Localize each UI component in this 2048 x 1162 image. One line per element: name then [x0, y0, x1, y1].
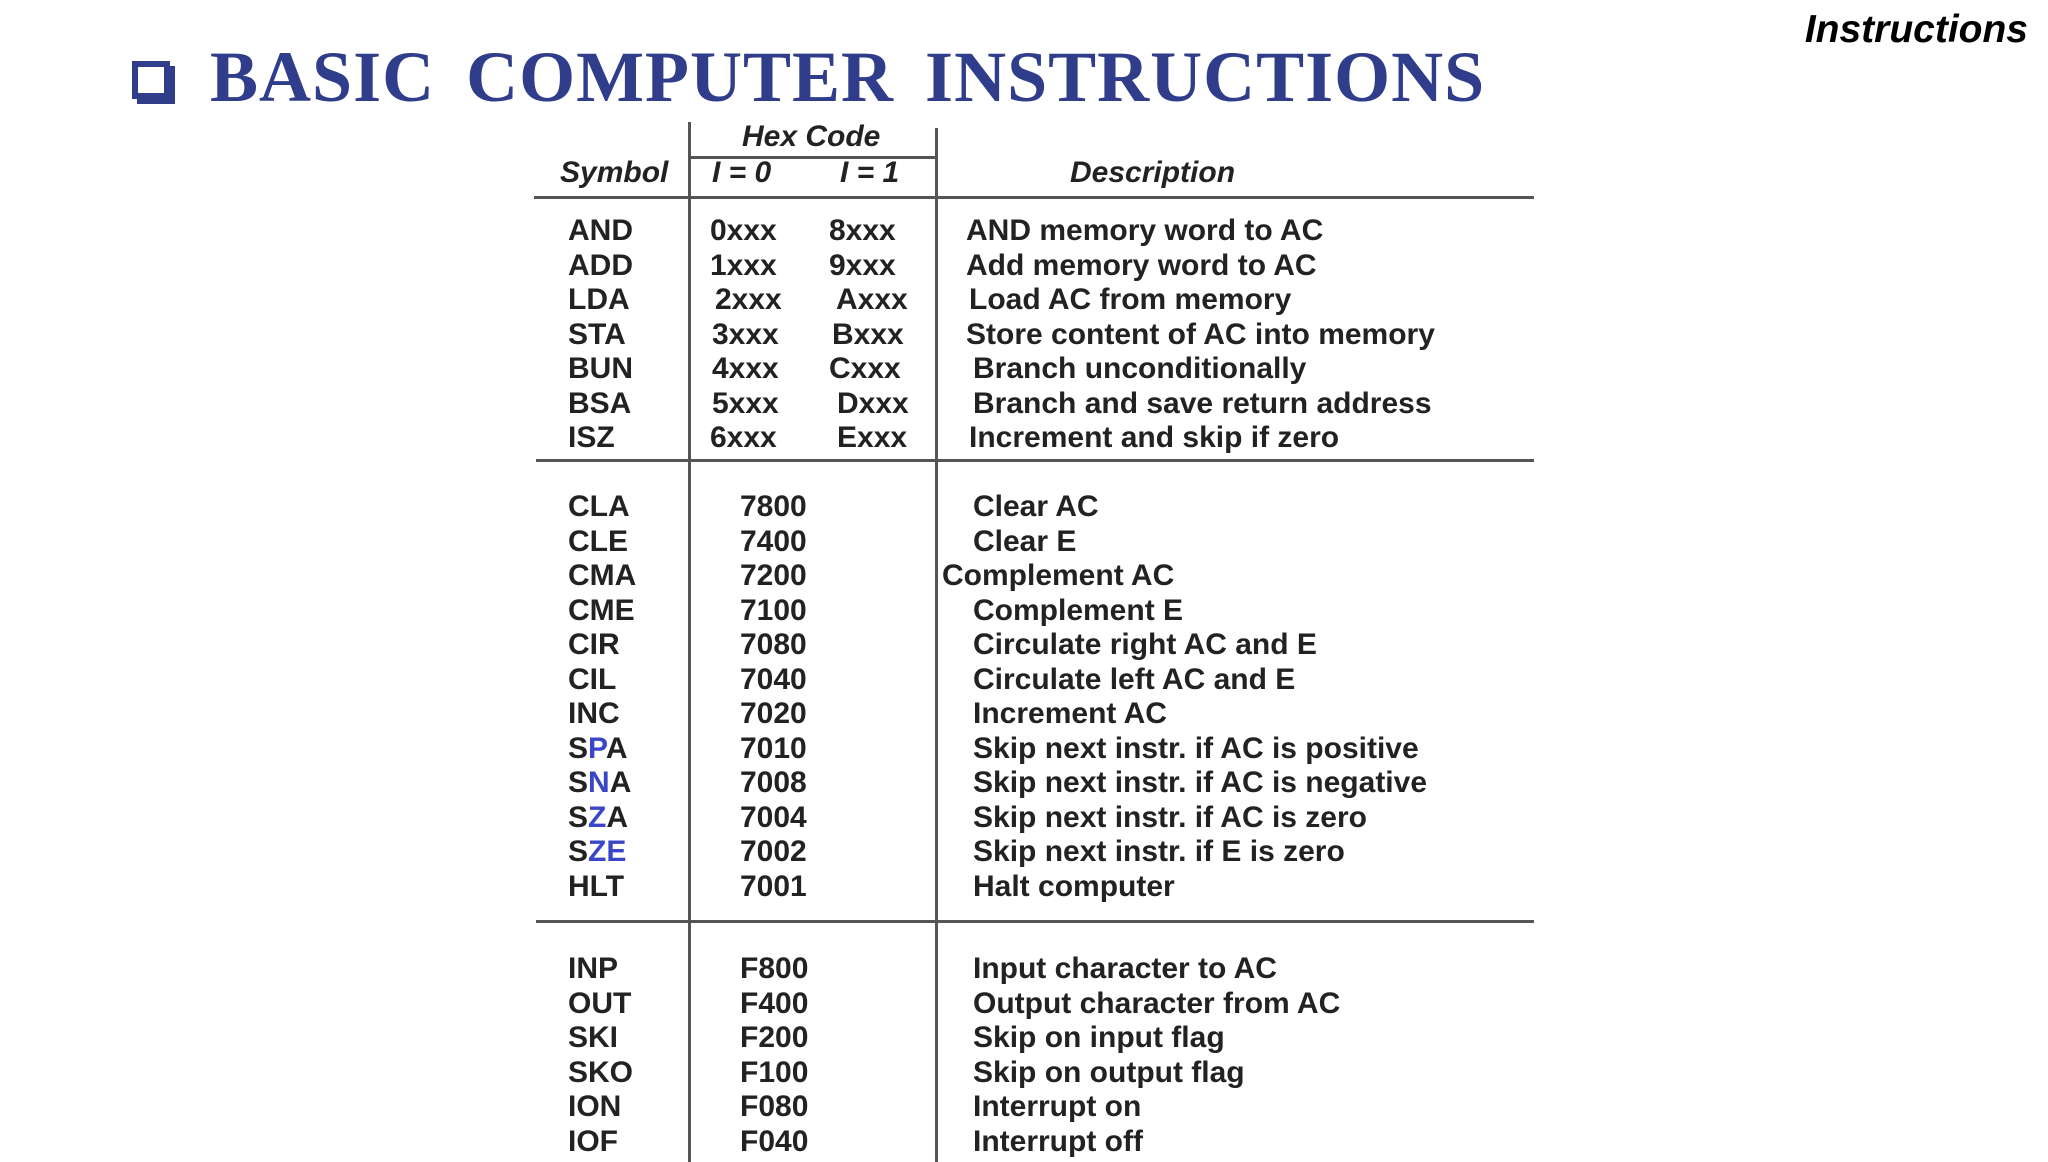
description-cell: Interrupt on: [973, 1090, 1142, 1123]
description-cell: Output character from AC: [973, 986, 1341, 1020]
description-cell: Clear AC: [973, 490, 1099, 523]
header-symbol: Symbol: [560, 156, 669, 189]
description-cell: Halt computer: [973, 869, 1175, 903]
symbol-cell: CLE: [568, 524, 628, 558]
table-row: [534, 1125, 1534, 1160]
table-row: [534, 835, 1534, 870]
symbol-cell: BUN: [568, 352, 633, 385]
hex-code-cell: 7010: [740, 731, 807, 765]
hex-code-cell: 7040: [740, 662, 807, 696]
table-row: [534, 1021, 1534, 1056]
header-i1: I = 1: [840, 156, 900, 189]
hex-code-cell: 7080: [740, 628, 807, 661]
hex-code-cell: F080: [740, 1090, 809, 1123]
symbol-cell: ADD: [568, 248, 633, 282]
table-row: [534, 766, 1534, 801]
description-cell: Branch unconditionally: [973, 352, 1307, 385]
table-row: [534, 801, 1534, 836]
hex-i1-cell: Bxxx: [832, 317, 904, 351]
hex-code-cell: 7800: [740, 490, 807, 523]
header-description: Description: [1070, 156, 1236, 189]
header-hex-code: Hex Code: [742, 120, 881, 153]
slide-title-row: [132, 36, 1485, 119]
description-cell: Load AC from memory: [969, 283, 1292, 316]
table-row: [534, 525, 1534, 560]
description-cell: Increment AC: [973, 697, 1167, 730]
description-cell: Circulate left AC and E: [973, 662, 1296, 696]
table-row: [534, 870, 1534, 905]
table-row: [534, 628, 1534, 663]
hex-i1-cell: Cxxx: [829, 352, 901, 385]
hex-i0-cell: 2xxx: [715, 283, 782, 316]
hex-i0-cell: 5xxx: [712, 386, 779, 420]
hex-code-cell: 7100: [740, 593, 807, 627]
hex-i0-cell: 0xxx: [710, 214, 777, 247]
hex-i0-cell: 6xxx: [710, 421, 777, 454]
table-row: [534, 952, 1534, 987]
symbol-cell: STA: [568, 317, 626, 351]
description-cell: Skip on output flag: [973, 1055, 1245, 1089]
io-section: [534, 952, 1534, 1159]
description-cell: Skip next instr. if AC is negative: [973, 766, 1428, 799]
hex-code-cell: 7002: [740, 835, 807, 868]
header-i0: I = 0: [712, 156, 772, 189]
divider-memory-register: [536, 459, 1534, 462]
symbol-cell: ISZ: [568, 421, 615, 454]
description-cell: AND memory word to AC: [966, 214, 1324, 247]
symbol-cell: CME: [568, 593, 635, 627]
symbol-cell: ION: [568, 1090, 622, 1123]
description-cell: Complement AC: [942, 559, 1175, 592]
hex-i1-cell: Exxx: [837, 421, 908, 454]
hex-code-cell: F800: [740, 952, 809, 985]
hex-code-cell: 7400: [740, 524, 807, 558]
symbol-cell: SKI: [568, 1021, 619, 1054]
description-cell: Circulate right AC and E: [973, 628, 1317, 661]
symbol-cell: CMA: [568, 559, 637, 592]
instruction-table: [534, 120, 1534, 1158]
memory-reference-section: [534, 214, 1534, 456]
symbol-cell: IOF: [568, 1124, 618, 1158]
table-row: [534, 421, 1534, 456]
table-row: [534, 594, 1534, 629]
symbol-cell: SPA: [568, 731, 628, 765]
description-cell: Branch and save return address: [973, 386, 1432, 420]
hex-i0-cell: 3xxx: [712, 317, 779, 351]
description-cell: Input character to AC: [973, 952, 1277, 985]
table-row: [534, 1056, 1534, 1091]
description-cell: Store content of AC into memory: [966, 317, 1435, 351]
corner-label: Instructions: [1804, 8, 2028, 51]
symbol-cell: CIL: [568, 662, 617, 696]
symbol-cell: SZE: [568, 835, 627, 868]
symbol-cell: AND: [568, 214, 633, 247]
description-cell: Add memory word to AC: [966, 248, 1317, 282]
table-row: [534, 490, 1534, 525]
description-cell: Complement E: [973, 593, 1184, 627]
symbol-cell: LDA: [568, 283, 630, 316]
table-row: [534, 1090, 1534, 1125]
description-cell: Clear E: [973, 524, 1077, 558]
symbol-cell: OUT: [568, 986, 632, 1020]
description-cell: Skip next instr. if AC is zero: [973, 800, 1367, 834]
symbol-cell: SKO: [568, 1055, 634, 1089]
hex-i0-cell: 4xxx: [712, 352, 779, 385]
register-reference-section: [534, 490, 1534, 904]
table-row: [534, 283, 1534, 318]
symbol-cell: INP: [568, 952, 619, 985]
hex-i1-cell: 8xxx: [829, 214, 896, 247]
symbol-cell: CLA: [568, 490, 630, 523]
table-row: [534, 249, 1534, 284]
description-cell: Skip next instr. if E is zero: [973, 835, 1345, 868]
description-cell: Skip next instr. if AC is positive: [973, 731, 1419, 765]
hex-code-cell: 7001: [740, 869, 807, 903]
symbol-cell: BSA: [568, 386, 632, 420]
hex-i1-cell: Axxx: [836, 283, 908, 316]
hex-code-cell: 7200: [740, 559, 807, 592]
hex-code-cell: F400: [740, 986, 809, 1020]
table-row: [534, 318, 1534, 353]
table-row: [534, 732, 1534, 767]
hex-i0-cell: 1xxx: [710, 248, 777, 282]
table-row: [534, 663, 1534, 698]
hex-code-cell: F200: [740, 1021, 809, 1054]
symbol-cell: SNA: [568, 766, 632, 799]
hex-i1-cell: 9xxx: [829, 248, 896, 282]
description-cell: Interrupt off: [973, 1124, 1143, 1158]
table-row: [534, 697, 1534, 732]
checkbox-bullet-icon: [132, 61, 170, 99]
slide-title: BASIC COMPUTER INSTRUCTIONS: [210, 37, 1486, 117]
symbol-cell: INC: [568, 697, 620, 730]
hex-code-cell: 7004: [740, 800, 807, 834]
hex-code-cell: F100: [740, 1055, 809, 1089]
table-row: [534, 214, 1534, 249]
table-row: [534, 559, 1534, 594]
hex-code-cell: F040: [740, 1124, 809, 1158]
hex-code-cell: 7020: [740, 697, 807, 730]
table-row: [534, 352, 1534, 387]
symbol-cell: SZA: [568, 800, 629, 834]
divider-register-io: [536, 920, 1534, 923]
hex-code-cell: 7008: [740, 766, 807, 799]
divider-header-bottom: [534, 196, 1534, 199]
table-row: [534, 387, 1534, 422]
hex-i1-cell: Dxxx: [837, 386, 909, 420]
description-cell: Skip on input flag: [973, 1021, 1225, 1054]
description-cell: Increment and skip if zero: [969, 421, 1340, 454]
symbol-cell: CIR: [568, 628, 620, 661]
table-row: [534, 987, 1534, 1022]
symbol-cell: HLT: [568, 869, 625, 903]
